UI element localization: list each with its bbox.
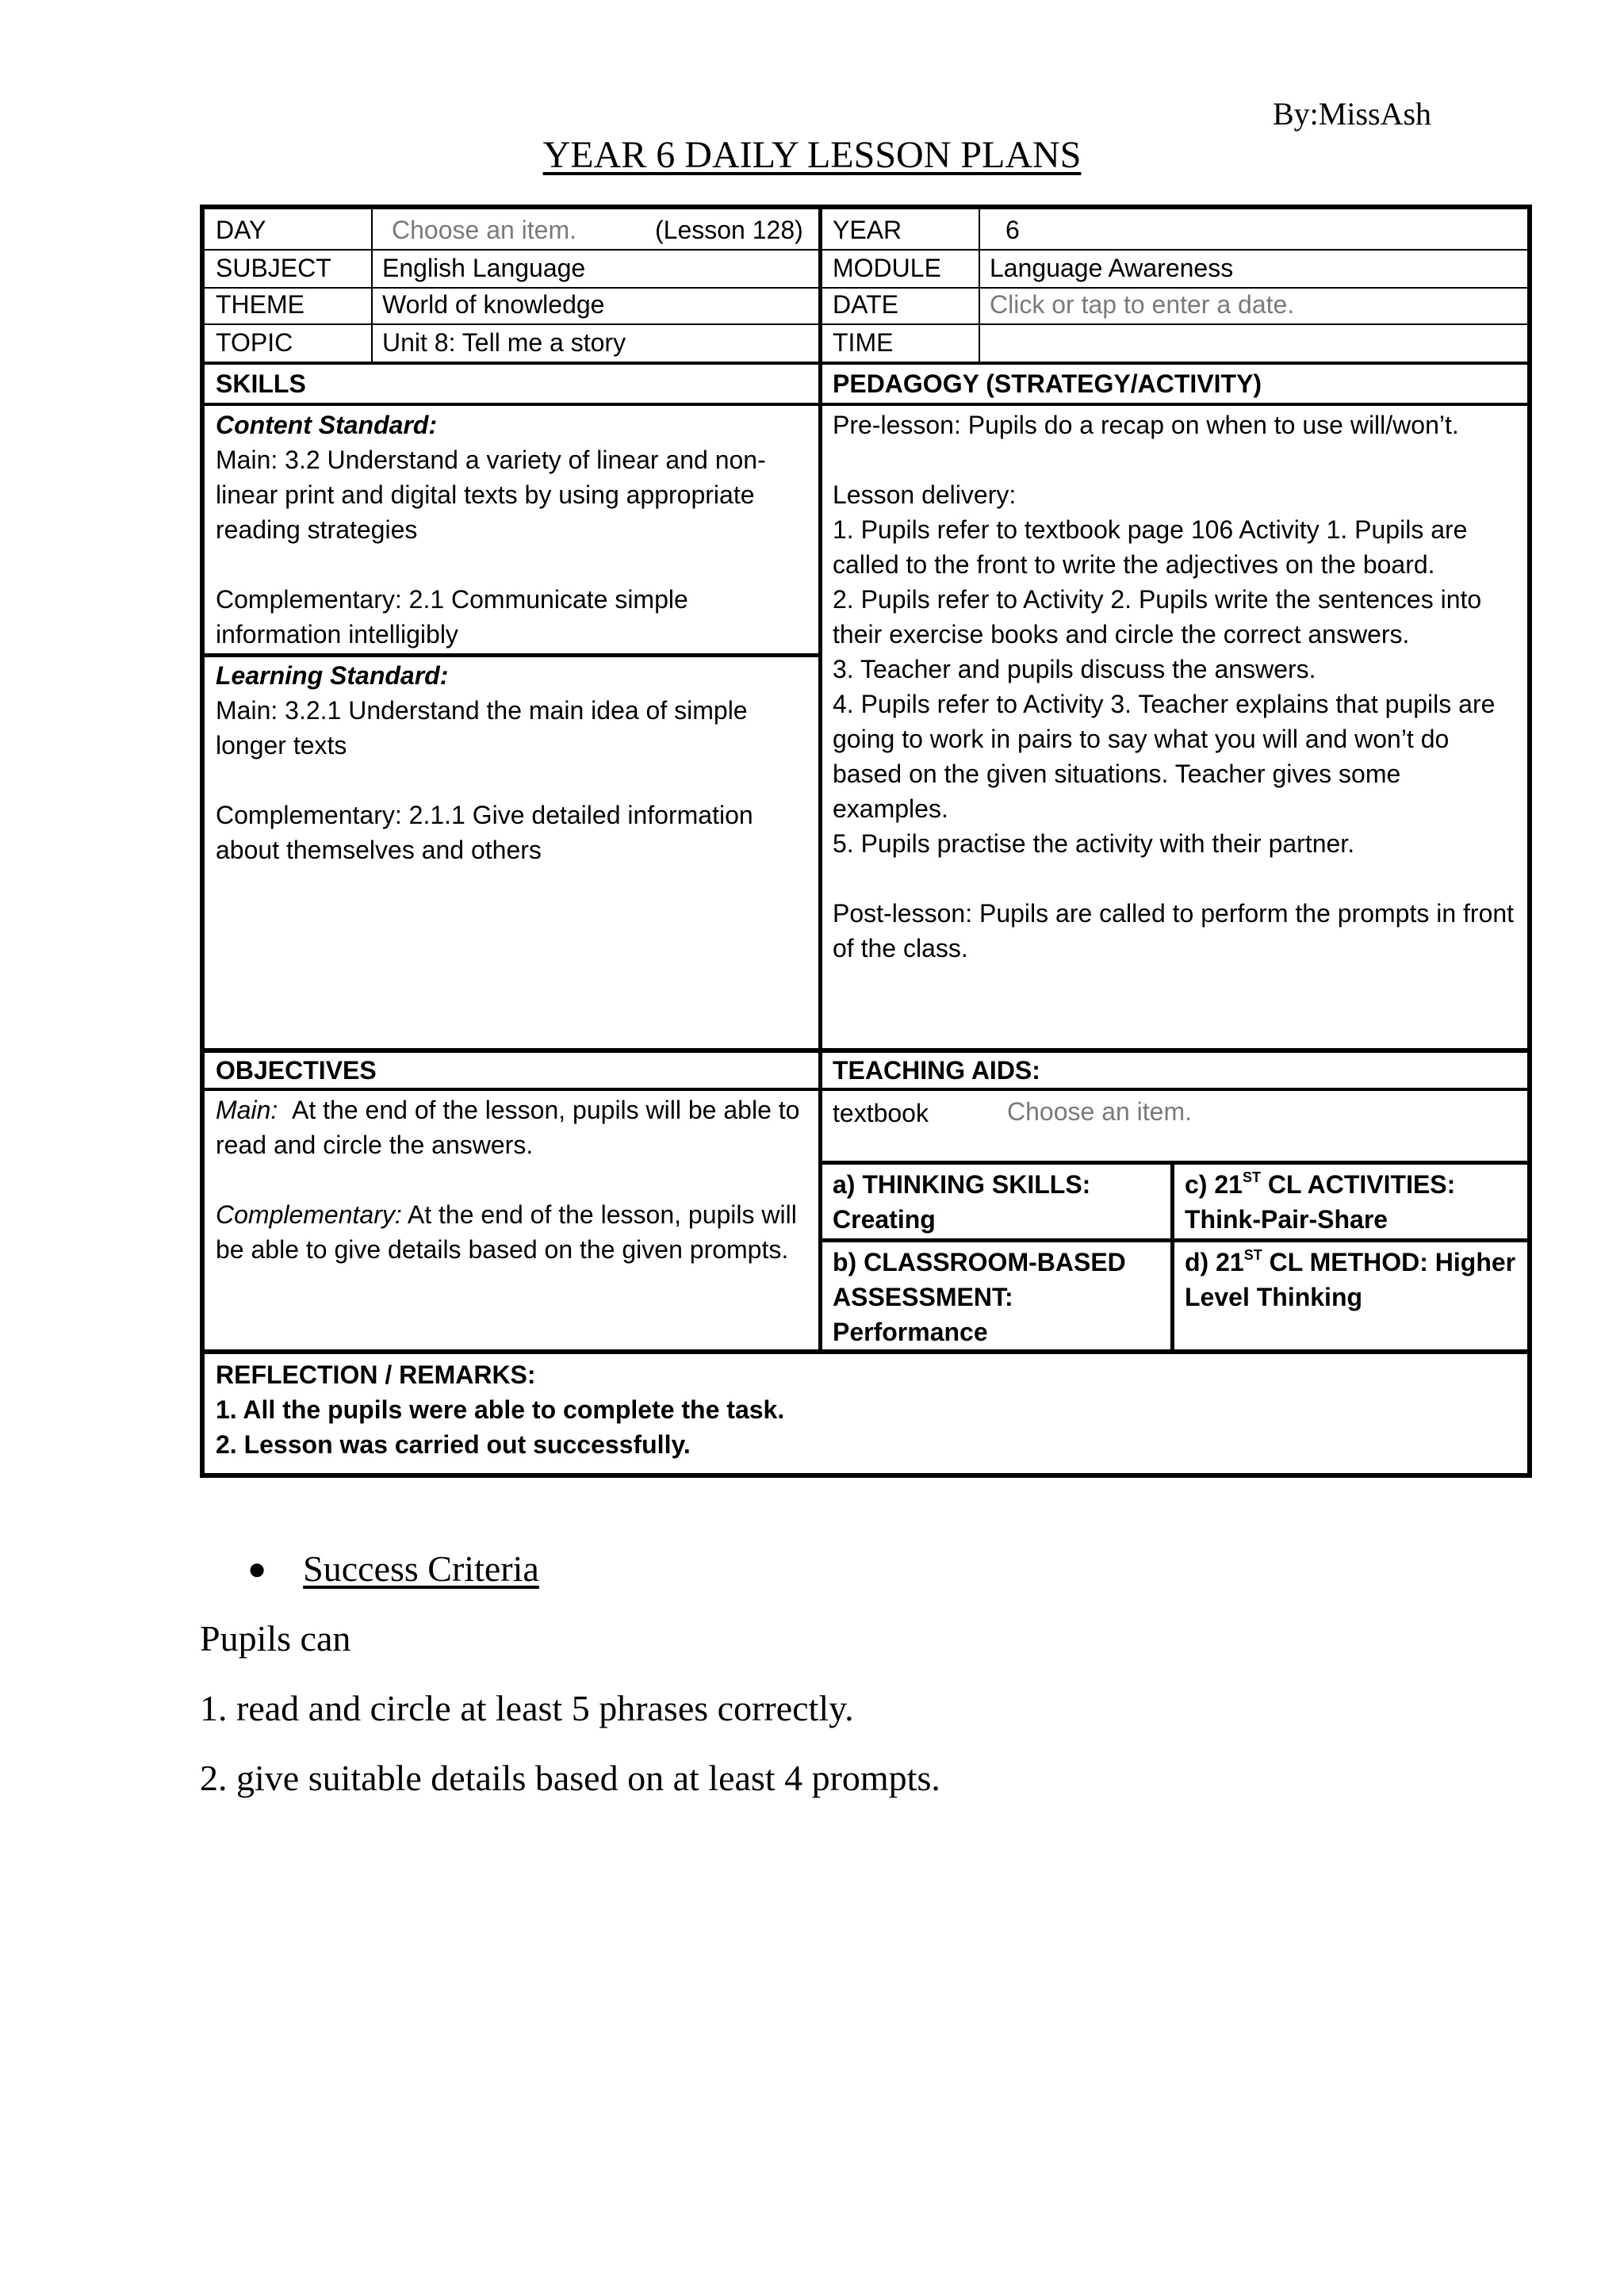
thinking-skills-value: Creating <box>833 1205 936 1234</box>
learning-standard-heading: Learning Standard: <box>216 661 449 690</box>
success-heading: Success Criteria <box>303 1548 539 1589</box>
topic-value: Unit 8: Tell me a story <box>382 328 626 357</box>
teaching-aid-item: textbook <box>833 1099 929 1127</box>
delivery-step: 1. Pupils refer to textbook page 106 Activity 1. Pupils are called to the front to write the adjectives on the board. <box>833 515 1468 579</box>
row-divider <box>205 1048 1527 1053</box>
reflection-heading: REFLECTION / REMARKS: <box>216 1360 536 1389</box>
theme-label: THEME <box>216 290 304 319</box>
lesson-number: (Lesson 128) <box>655 216 803 244</box>
post-lesson: Post-lesson: Pupils are called to perform the prompts in front of the class. <box>833 899 1515 962</box>
reflection-cell <box>216 1357 1516 1462</box>
learning-main: Main: 3.2.1 Understand the main idea of simple longer texts <box>216 696 748 760</box>
date-label: DATE <box>833 290 898 319</box>
cl-method-value: Level Thinking <box>1185 1283 1363 1311</box>
objective-main-label: Main: <box>216 1096 278 1124</box>
teaching-aid-dropdown[interactable]: Choose an item. <box>1007 1097 1193 1126</box>
col-divider <box>979 209 980 363</box>
day-label: DAY <box>216 216 266 244</box>
delivery-step: 5. Pupils practise the activity with their partner. <box>833 829 1355 858</box>
row-divider <box>205 403 1527 406</box>
subject-value: English Language <box>382 254 586 282</box>
row-divider <box>205 249 1527 251</box>
thinking-skills-cell <box>833 1167 1166 1237</box>
objectives-cell <box>216 1093 812 1267</box>
content-standard-cell <box>216 408 812 652</box>
col-divider <box>1170 1161 1174 1351</box>
thinking-skills-label: a) THINKING SKILLS: <box>833 1170 1091 1199</box>
objective-main-text: At the end of the lesson, pupils will be able to read and circle the answers. <box>216 1096 800 1159</box>
learning-standard-cell <box>216 658 812 867</box>
page-title: YEAR 6 DAILY LESSON PLANS <box>542 134 1082 176</box>
author-credit: By:MissAsh <box>1273 96 1432 132</box>
cl-method-cell <box>1185 1245 1524 1314</box>
assessment-value: ASSESSMENT: Performance <box>833 1283 1013 1346</box>
pedagogy-cell <box>833 408 1522 966</box>
cl-activities-label: c) 21ST CL ACTIVITIES: <box>1185 1169 1456 1199</box>
time-label: TIME <box>833 328 894 357</box>
row-divider <box>205 323 1527 325</box>
delivery-step: 2. Pupils refer to Activity 2. Pupils write the sentences into their exercise books and circle the correct answers. <box>833 585 1482 649</box>
lesson-plan-table <box>200 205 1532 1478</box>
skills-heading: SKILLS <box>216 369 306 398</box>
objective-comp-label: Complementary: <box>216 1200 402 1229</box>
success-criteria <box>200 1534 940 1813</box>
delivery-heading: Lesson delivery: <box>833 480 1017 509</box>
date-picker-field[interactable]: Click or tap to enter a date. <box>990 290 1295 319</box>
reflection-line: 2. Lesson was carried out successfully. <box>216 1430 691 1459</box>
reflection-line: 1. All the pupils were able to complete the task. <box>216 1395 785 1424</box>
objective-comp-text: At the end of the lesson, pupils will be able to give details based on the given prompts. <box>216 1200 797 1264</box>
year-value: 6 <box>1005 216 1020 244</box>
pedagogy-heading: PEDAGOGY (STRATEGY/ACTIVITY) <box>833 369 1262 398</box>
cl-method-label: d) 21ST CL METHOD: Higher <box>1185 1247 1516 1276</box>
delivery-step: 4. Pupils refer to Activity 3. Teacher explains that pupils are going to work in pairs to say what you will and won’t do based on the given situations. Teacher gives some examples. <box>833 690 1496 823</box>
col-divider <box>818 209 822 1351</box>
content-standard-heading: Content Standard: <box>216 411 438 439</box>
objectives-heading: OBJECTIVES <box>216 1056 377 1085</box>
module-label: MODULE <box>833 254 941 282</box>
objective-main <box>216 1093 812 1162</box>
success-intro: Pupils can <box>200 1618 351 1659</box>
row-divider <box>205 1349 1527 1354</box>
content-complementary: Complementary: 2.1 Communicate simple information intelligibly <box>216 585 688 649</box>
year-label: YEAR <box>833 216 902 244</box>
topic-label: TOPIC <box>216 328 293 357</box>
teaching-aids-heading: TEACHING AIDS: <box>833 1056 1040 1085</box>
objective-comp <box>216 1197 812 1267</box>
delivery-step: 3. Teacher and pupils discuss the answers. <box>833 655 1316 683</box>
assessment-cell <box>833 1245 1166 1349</box>
bullet-icon: ● <box>247 1551 267 1586</box>
assessment-label: b) CLASSROOM-BASED <box>833 1248 1126 1276</box>
day-dropdown[interactable]: Choose an item. <box>392 216 577 244</box>
learning-complementary: Complementary: 2.1.1 Give detailed information about themselves and others <box>216 801 753 864</box>
cl-activities-cell <box>1185 1167 1524 1237</box>
theme-value: World of knowledge <box>382 290 605 319</box>
row-divider <box>205 1088 1527 1091</box>
success-item: 1. read and circle at least 5 phrases correctly. <box>200 1688 854 1728</box>
success-item: 2. give suitable details based on at least 4 prompts. <box>200 1758 940 1798</box>
pre-lesson: Pre-lesson: Pupils do a recap on when to use will/won’t. <box>833 411 1459 439</box>
module-value: Language Awareness <box>990 254 1234 282</box>
col-divider <box>371 209 373 363</box>
row-divider <box>205 653 818 657</box>
subject-label: SUBJECT <box>216 254 331 282</box>
content-main: Main: 3.2 Understand a variety of linear and non-linear print and digital texts by using appropriate reading strategies <box>216 446 766 544</box>
row-divider <box>205 362 1527 365</box>
cl-activities-value: Think-Pair-Share <box>1185 1205 1388 1234</box>
